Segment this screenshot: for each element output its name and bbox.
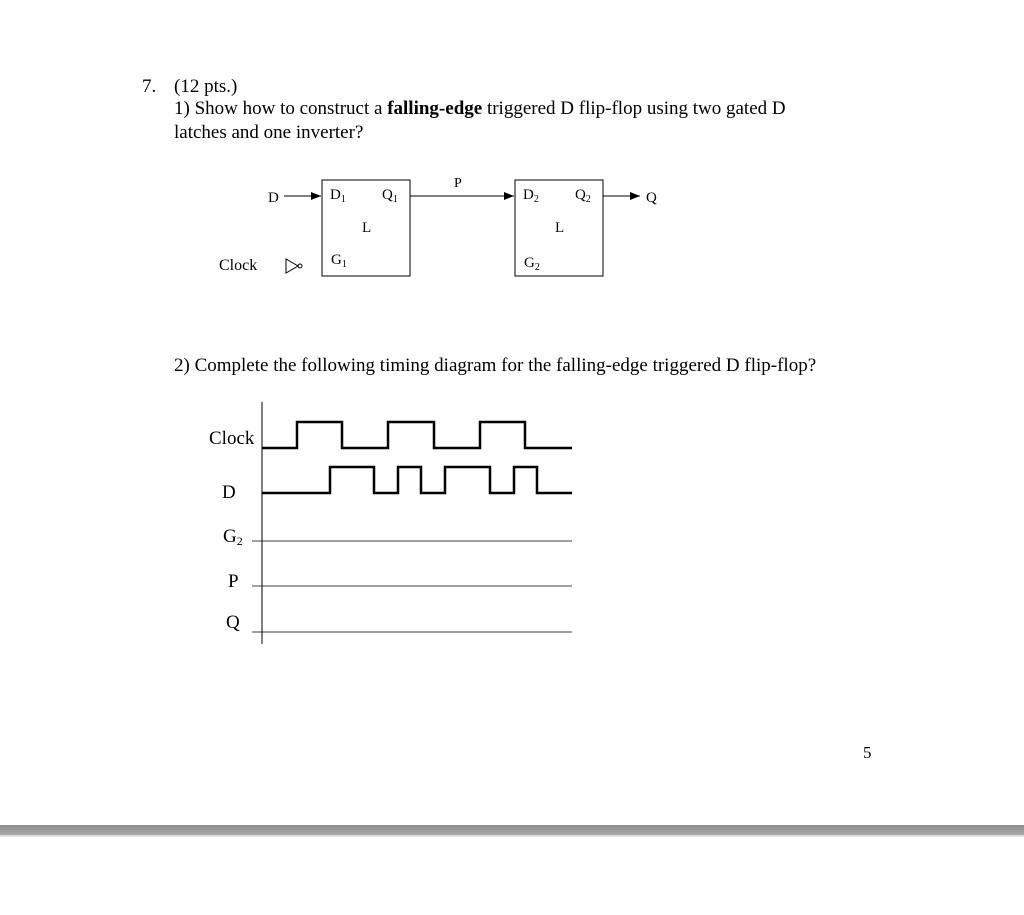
page-bottom-divider-highlight [0, 835, 1024, 837]
latch-2-d-pin: $D_2$ [523, 187, 539, 205]
question-number: 7. [142, 76, 157, 97]
output-q-label: Q [646, 190, 657, 206]
page-number: 5 [863, 743, 872, 762]
latch-2-type-label: L [555, 220, 565, 236]
part1-prefix: 1) Show how to construct a [174, 98, 388, 119]
clock-waveform [262, 422, 572, 448]
part1-suffix: triggered D flip-flop using two gated D [482, 98, 786, 119]
timing-label-p: P [228, 571, 239, 592]
timing-label-g2: G2 [223, 526, 243, 548]
latch-1-d-pin: $D_1$ [330, 187, 346, 205]
page-bottom-divider [0, 825, 1024, 835]
timing-label-d: D [222, 482, 236, 503]
question-part1-line2: latches and one inverter? [174, 122, 364, 143]
input-clock-label: Clock [219, 257, 258, 274]
input-d-label: D [268, 190, 279, 206]
latch-1-q-pin: $Q_1$ [382, 187, 398, 205]
d-waveform [262, 467, 572, 493]
question-part2: 2) Complete the following timing diagram for the falling-edge triggered D flip-flop? [174, 355, 817, 376]
question-points: (12 pts.) [174, 76, 238, 97]
timing-label-q: Q [226, 612, 240, 633]
latch-2-q-pin: $Q_2$ [575, 187, 591, 205]
latch-1-type-label: L [362, 220, 372, 236]
mid-signal-p-label: P [454, 176, 462, 191]
timing-label-clock: Clock [209, 428, 255, 449]
part1-bold-term: falling-edge [387, 98, 483, 119]
latch-1-g-pin: $G_1$ [331, 252, 347, 270]
latch-2-g-pin: $G_2$ [524, 255, 540, 273]
